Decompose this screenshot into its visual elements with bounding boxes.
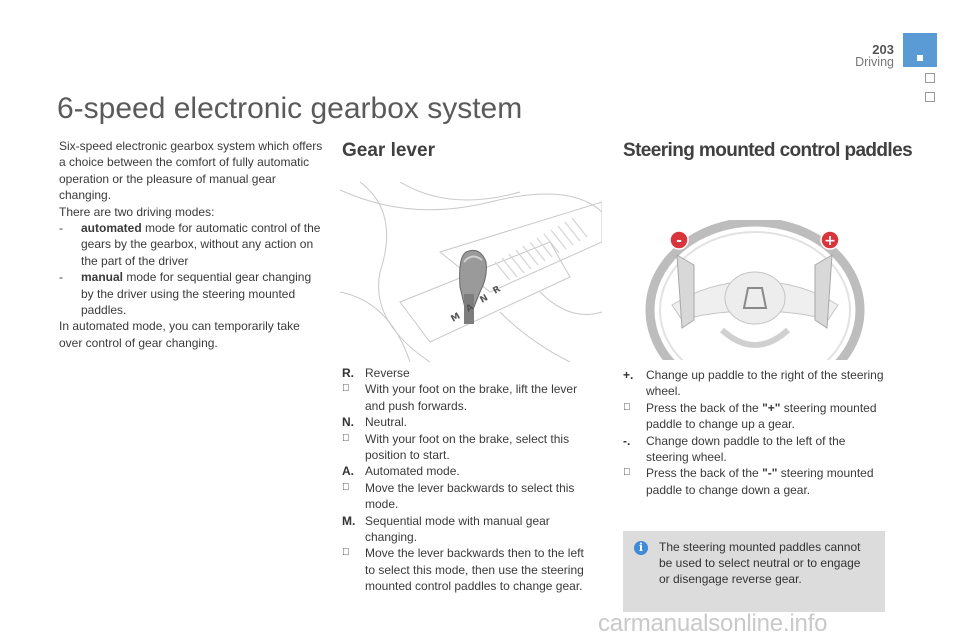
page-number: 203 <box>872 42 894 57</box>
list-text: Move the lever backwards to select this mode. <box>365 480 575 512</box>
list-key: N. <box>342 415 354 430</box>
list-text: Move the lever backwards then to the left to select this mode, then use the steering mounted control paddles to change gear. <box>365 546 584 594</box>
plus-symbol: + <box>824 233 836 249</box>
bullet-arrow-icon <box>342 545 365 594</box>
list-item <box>623 465 888 498</box>
gear-lever-list <box>342 365 592 595</box>
section-tab[interactable] <box>925 73 935 83</box>
gear-lever-heading: Gear lever <box>342 140 435 161</box>
intro-paragraph: Six-speed electronic gearbox system which offers a choice between the comfort of fully automatic operation or the pleasure of manual gear changing. <box>59 139 323 203</box>
gear-letter-n: N <box>478 293 491 306</box>
list-item <box>342 365 592 381</box>
list-item <box>342 545 592 594</box>
list-text: With your foot on the brake, select this position to start. <box>365 431 570 463</box>
list-text: Sequential mode with manual gear changing. <box>365 513 550 545</box>
list-text-bold: "+" <box>762 400 781 415</box>
list-item <box>623 367 888 400</box>
tab-dot <box>917 55 923 61</box>
list-text: With your foot on the brake, lift the lever and push forwards. <box>365 382 578 413</box>
mode-description: mode for automatic control of the gears by the gearbox, without any action on the part of the driver <box>81 221 321 268</box>
steering-wheel-illustration <box>622 220 887 360</box>
mode-item <box>59 269 324 318</box>
list-text: steering mounted paddle to change up a gear. <box>646 400 877 432</box>
info-icon: i <box>634 541 648 555</box>
list-text-bold: "-" <box>762 466 778 481</box>
list-text: Change down paddle to the left of the steering wheel. <box>646 433 846 465</box>
list-item <box>623 400 888 433</box>
list-item <box>342 463 592 479</box>
paddles-heading: Steering mounted control paddles <box>623 140 913 161</box>
list-text: Press the back of the <box>646 400 763 415</box>
intro-paragraph: There are two driving modes: <box>59 204 215 219</box>
info-note-text: The steering mounted paddles cannot be used to select neutral or to engage or disengage reverse gear. <box>659 540 861 586</box>
bullet-arrow-icon <box>342 381 365 414</box>
gear-lever-illustration <box>340 182 602 362</box>
intro-paragraph: In automated mode, you can temporarily take over control of gear changing. <box>59 319 300 350</box>
minus-paddle-icon <box>670 231 688 249</box>
list-item <box>342 431 592 464</box>
list-item <box>623 433 888 466</box>
section-tab-active[interactable] <box>903 33 937 67</box>
intro-text <box>59 138 324 351</box>
list-text: Neutral. <box>365 415 408 430</box>
list-key: A. <box>342 464 354 479</box>
page-title: 6-speed electronic gearbox system <box>57 92 523 125</box>
section-tab[interactable] <box>925 92 935 102</box>
list-key: +. <box>623 368 634 382</box>
gear-letter-m: M <box>449 311 463 325</box>
paddles-list <box>623 367 888 498</box>
mode-dash: - <box>59 270 63 285</box>
gear-letter-a: A <box>464 302 476 315</box>
plus-paddle-icon <box>821 231 839 249</box>
mode-term: automated <box>81 221 142 236</box>
bullet-arrow-icon <box>623 465 646 498</box>
mode-item <box>59 220 324 269</box>
list-text: Press the back of the <box>646 466 763 481</box>
mode-description: mode for sequential gear changing by the driver using the steering mounted paddles. <box>81 270 312 318</box>
list-item <box>342 381 592 414</box>
minus-symbol: - <box>676 233 682 249</box>
mode-term: manual <box>81 270 124 285</box>
list-key: -. <box>623 433 631 448</box>
info-note <box>623 531 885 612</box>
list-item <box>342 414 592 430</box>
list-text: Reverse <box>365 366 410 380</box>
list-text: Automated mode. <box>365 464 460 479</box>
list-key: R. <box>342 366 354 380</box>
mode-dash: - <box>59 221 63 236</box>
bullet-arrow-icon <box>623 400 646 433</box>
list-item <box>342 513 592 546</box>
list-text: Change up paddle to the right of the steering wheel. <box>646 368 884 399</box>
list-text: steering mounted paddle to change down a gear. <box>646 466 874 497</box>
section-name: Driving <box>855 55 894 69</box>
list-key: M. <box>342 513 356 528</box>
list-item <box>342 480 592 513</box>
bullet-arrow-icon <box>342 480 365 513</box>
bullet-arrow-icon <box>342 431 365 464</box>
watermark: carmanualsonline.info <box>598 610 828 637</box>
gear-letter-r: R <box>491 284 503 297</box>
